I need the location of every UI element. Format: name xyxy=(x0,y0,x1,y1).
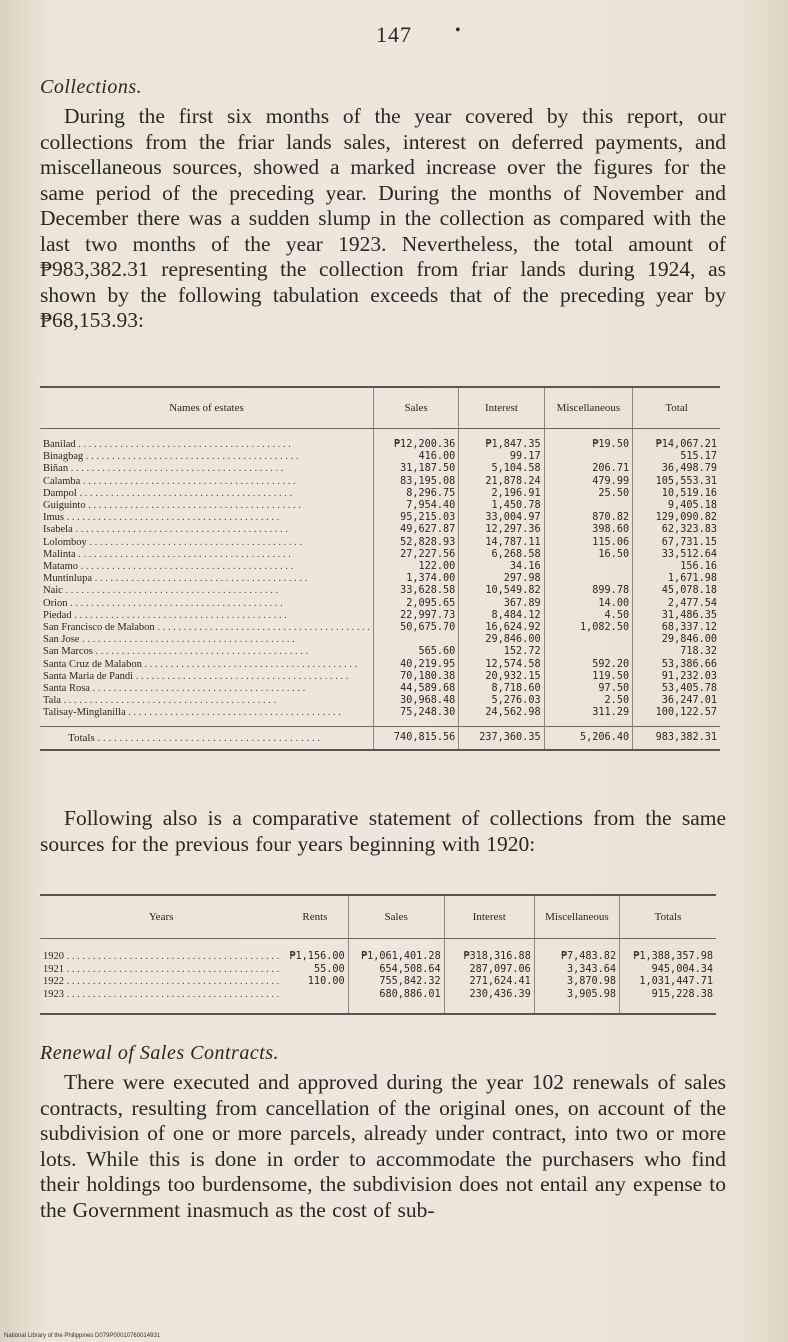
estate-interest: 21,878.24 xyxy=(459,476,544,488)
estate-name: Isabela . . . xyxy=(40,524,373,536)
estate-interest: 1,450.78 xyxy=(459,500,544,512)
estate-misc: 4.50 xyxy=(544,610,633,622)
estate-name: Naic . . . xyxy=(40,585,373,597)
estate-misc: 479.99 xyxy=(544,476,633,488)
year-rents: ₱1,156.00 xyxy=(289,951,345,962)
year-totals: 1,031,447.71 xyxy=(620,976,716,989)
estate-row xyxy=(40,598,720,610)
estate-row xyxy=(40,488,720,500)
estate-name: Imus . . . xyxy=(40,512,373,524)
estate-total: 718.32 xyxy=(633,646,720,658)
estate-sales: 31,187.50 xyxy=(373,463,458,475)
renewal-paragraph: There were executed and approved during the year 102 renewals of sales contracts, resulting from cancellation of the original ones, on account of the subdivision of one or more parcels, already under contract, into two or more lots. While this is done in order to accommodate the purchasers who find their holdings too burdensome, the subdivision does not entail any expense to the Government inasmuch as the cost of sub- xyxy=(40,1070,726,1222)
estate-name: Tala . . . xyxy=(40,695,373,707)
year-label: 1922 . . . xyxy=(40,976,282,989)
estate-total: 36,247.01 xyxy=(633,695,720,707)
estate-total: 45,078.18 xyxy=(633,585,720,597)
estate-interest: 8,484.12 xyxy=(459,610,544,622)
totals-misc: 5,206.40 xyxy=(544,726,633,750)
estate-row xyxy=(40,610,720,622)
year-sales: ₱1,061,401.28 xyxy=(348,939,444,964)
estate-total: 31,486.35 xyxy=(633,610,720,622)
estate-name: San Jose . . . xyxy=(40,634,373,646)
estate-sales: 75,248.30 xyxy=(373,707,458,726)
estate-name: Santa Maria de Pandi . . . xyxy=(40,671,373,683)
year-sales: 654,508.64 xyxy=(348,964,444,977)
estate-misc xyxy=(544,573,633,585)
estate-name: Matamo . . . xyxy=(40,561,373,573)
estate-interest: 33,004.97 xyxy=(459,512,544,524)
estate-total: 10,519.16 xyxy=(633,488,720,500)
year-label: 1921 . . . xyxy=(40,964,282,977)
estate-interest: 152.72 xyxy=(459,646,544,658)
estate-misc: ₱19.50 xyxy=(544,429,633,452)
estate-interest: 34.16 xyxy=(459,561,544,573)
totals-sales: 740,815.56 xyxy=(373,726,458,750)
estate-sales: 40,219.95 xyxy=(373,659,458,671)
estate-sales: 70,180.38 xyxy=(373,671,458,683)
estate-interest: 5,104.58 xyxy=(459,463,544,475)
year-interest: 271,624.41 xyxy=(444,976,534,989)
estate-total: 2,477.54 xyxy=(633,598,720,610)
estate-name: Talisay-Minglanilla . . . xyxy=(40,707,373,726)
year-misc: 3,905.98 xyxy=(534,989,619,1015)
year-totals: ₱1,388,357.98 xyxy=(620,939,716,964)
year-rents: 55.00 xyxy=(313,963,345,975)
estate-name: San Marcos . . . xyxy=(40,646,373,658)
estates-totals-row xyxy=(40,726,720,750)
estate-interest: 5,276.03 xyxy=(459,695,544,707)
page-mark: • xyxy=(455,22,462,39)
year-label: 1920 . . . xyxy=(40,939,282,964)
estate-row xyxy=(40,707,720,726)
estate-name: Dampol . . . xyxy=(40,488,373,500)
estate-interest: 20,932.15 xyxy=(459,671,544,683)
col-header-misc: Miscellaneous xyxy=(544,387,633,429)
estate-name: Binagbag . . . xyxy=(40,451,373,463)
estate-total: 36,498.79 xyxy=(633,463,720,475)
estate-total: 1,671.98 xyxy=(633,573,720,585)
estate-row xyxy=(40,429,720,452)
estate-row xyxy=(40,659,720,671)
estate-name: Orion . . . xyxy=(40,598,373,610)
estate-interest: 24,562.98 xyxy=(459,707,544,726)
estate-row xyxy=(40,585,720,597)
estate-sales: 83,195.08 xyxy=(373,476,458,488)
years-table-body xyxy=(40,939,716,1015)
estate-interest: 10,549.82 xyxy=(459,585,544,597)
estate-misc xyxy=(544,634,633,646)
estate-name: Banilad . . . xyxy=(40,429,373,452)
estate-name: Lolomboy . . . xyxy=(40,537,373,549)
estate-row xyxy=(40,695,720,707)
estate-sales: 416.00 xyxy=(373,451,458,463)
estate-misc xyxy=(544,561,633,573)
year-interest: 230,436.39 xyxy=(444,989,534,1015)
estate-misc: 115.06 xyxy=(544,537,633,549)
estate-sales: 7,954.40 xyxy=(373,500,458,512)
estate-total: 29,846.00 xyxy=(633,634,720,646)
collections-heading: Collections. xyxy=(40,76,143,98)
estate-misc: 16.50 xyxy=(544,549,633,561)
year-misc: 3,870.98 xyxy=(534,976,619,989)
year-rents xyxy=(282,989,348,1015)
estate-misc: 119.50 xyxy=(544,671,633,683)
estate-sales: 1,374.00 xyxy=(373,573,458,585)
estate-row xyxy=(40,573,720,585)
years-table-header xyxy=(40,895,716,939)
estate-interest: 6,268.58 xyxy=(459,549,544,561)
renewal-heading: Renewal of Sales Contracts. xyxy=(40,1042,280,1064)
estate-sales: 49,627.87 xyxy=(373,524,458,536)
estate-sales: 52,828.93 xyxy=(373,537,458,549)
estate-interest: 12,297.36 xyxy=(459,524,544,536)
year-row xyxy=(40,976,716,989)
estate-row xyxy=(40,671,720,683)
estate-name: Santa Rosa . . . xyxy=(40,683,373,695)
estate-name: Piedad . . . xyxy=(40,610,373,622)
estate-sales: 565.60 xyxy=(373,646,458,658)
col-header-interest: Interest xyxy=(444,895,534,939)
estates-table-header xyxy=(40,387,720,429)
estate-row xyxy=(40,500,720,512)
estate-sales: 27,227.56 xyxy=(373,549,458,561)
estate-sales: 30,968.48 xyxy=(373,695,458,707)
estate-name: Calamba . . . xyxy=(40,476,373,488)
totals-label: Totals . . . xyxy=(40,726,373,750)
col-header-rents: Rents xyxy=(282,895,348,939)
col-header-total: Total xyxy=(633,387,720,429)
estate-sales: ₱12,200.36 xyxy=(373,429,458,452)
estate-misc xyxy=(544,646,633,658)
estate-row xyxy=(40,476,720,488)
years-table xyxy=(40,894,716,1015)
estate-total: 53,405.78 xyxy=(633,683,720,695)
estate-name: Santa Cruz de Malabon . . . xyxy=(40,659,373,671)
estate-sales: 95,215.03 xyxy=(373,512,458,524)
estate-interest: 99.17 xyxy=(459,451,544,463)
year-interest: 287,097.06 xyxy=(444,964,534,977)
year-row xyxy=(40,989,716,1015)
estate-misc: 899.78 xyxy=(544,585,633,597)
estate-row xyxy=(40,561,720,573)
estate-total: 91,232.03 xyxy=(633,671,720,683)
estate-misc: 870.82 xyxy=(544,512,633,524)
footer-credit: National Library of the Philippines D079P00010760014931 xyxy=(4,1333,161,1339)
estate-name: Biñan . . . xyxy=(40,463,373,475)
estate-row xyxy=(40,683,720,695)
estate-interest: 29,846.00 xyxy=(459,634,544,646)
year-rents: 110.00 xyxy=(307,976,345,987)
estate-name: Muntinlupa . . . xyxy=(40,573,373,585)
estate-total: ₱14,067.21 xyxy=(633,429,720,452)
estate-total: 67,731.15 xyxy=(633,537,720,549)
estate-total: 53,386.66 xyxy=(633,659,720,671)
estate-misc: 97.50 xyxy=(544,683,633,695)
page-number: 147 • xyxy=(376,22,462,47)
estate-row xyxy=(40,622,720,634)
estate-misc: 25.50 xyxy=(544,488,633,500)
estate-interest: ₱1,847.35 xyxy=(459,429,544,452)
estate-row xyxy=(40,537,720,549)
estate-total: 129,090.82 xyxy=(633,512,720,524)
estate-interest: 2,196.91 xyxy=(459,488,544,500)
year-interest: ₱318,316.88 xyxy=(444,939,534,964)
totals-interest: 237,360.35 xyxy=(459,726,544,750)
estate-sales: 22,997.73 xyxy=(373,610,458,622)
comparative-paragraph: Following also is a comparative statement of collections from the same sources for the previous four years beginning with 1920: xyxy=(40,806,726,856)
estate-sales xyxy=(373,634,458,646)
estate-sales: 2,095.65 xyxy=(373,598,458,610)
col-header-interest: Interest xyxy=(459,387,544,429)
col-header-misc: Miscellaneous xyxy=(534,895,619,939)
estate-misc: 311.29 xyxy=(544,707,633,726)
estate-total: 33,512.64 xyxy=(633,549,720,561)
estate-row xyxy=(40,549,720,561)
year-row xyxy=(40,939,716,964)
estate-misc xyxy=(544,500,633,512)
totals-total: 983,382.31 xyxy=(633,726,720,750)
year-misc: ₱7,483.82 xyxy=(534,939,619,964)
estate-interest: 367.89 xyxy=(459,598,544,610)
estate-name: Malinta . . . xyxy=(40,549,373,561)
estate-misc: 592.20 xyxy=(544,659,633,671)
collections-paragraph: During the first six months of the year covered by this report, our collections from the friar lands sales, interest on deferred payments, and miscellaneous sources, showed a marked increase over the figures for the same period of the preceding year. During the months of November and December there was a sudden slump in the collection as compared with the last two months of the year 1923. Nevertheless, the total amount of ₱983,382.31 representing the collection from friar lands during 1924, as shown by the following tabulation exceeds that of the preceding year by ₱68,153.93: xyxy=(40,104,726,332)
estate-interest: 14,787.11 xyxy=(459,537,544,549)
year-totals: 945,004.34 xyxy=(620,964,716,977)
estate-total: 62,323.83 xyxy=(633,524,720,536)
estate-sales: 122.00 xyxy=(373,561,458,573)
estate-row xyxy=(40,634,720,646)
year-label: 1923 . . . xyxy=(40,989,282,1015)
estate-misc: 14.00 xyxy=(544,598,633,610)
estate-interest: 12,574.58 xyxy=(459,659,544,671)
estate-misc: 206.71 xyxy=(544,463,633,475)
estate-interest: 16,624.92 xyxy=(459,622,544,634)
estate-misc: 1,082.50 xyxy=(544,622,633,634)
estate-row xyxy=(40,451,720,463)
estate-interest: 297.98 xyxy=(459,573,544,585)
estate-total: 68,337.12 xyxy=(633,622,720,634)
year-sales: 680,886.01 xyxy=(348,989,444,1015)
col-header-name: Names of estates xyxy=(40,387,373,429)
estate-interest: 8,718.60 xyxy=(459,683,544,695)
estate-total: 105,553.31 xyxy=(633,476,720,488)
year-totals: 915,228.38 xyxy=(620,989,716,1015)
col-header-sales: Sales xyxy=(348,895,444,939)
estate-total: 156.16 xyxy=(633,561,720,573)
col-header-sales: Sales xyxy=(373,387,458,429)
estate-total: 515.17 xyxy=(633,451,720,463)
estate-misc: 2.50 xyxy=(544,695,633,707)
estate-sales: 44,589.68 xyxy=(373,683,458,695)
estates-table xyxy=(40,386,720,751)
estate-total: 9,405.18 xyxy=(633,500,720,512)
estate-sales: 50,675.70 xyxy=(373,622,458,634)
estate-row xyxy=(40,512,720,524)
col-header-year: Years xyxy=(40,895,282,939)
estate-name: Guiguinto . . . xyxy=(40,500,373,512)
estate-row xyxy=(40,524,720,536)
estates-table-body xyxy=(40,429,720,727)
col-header-totals: Totals xyxy=(620,895,716,939)
estate-misc xyxy=(544,451,633,463)
year-row xyxy=(40,964,716,977)
estate-total: 100,122.57 xyxy=(633,707,720,726)
year-misc: 3,343.64 xyxy=(534,964,619,977)
estate-name: San Francisco de Malabon . . . xyxy=(40,622,373,634)
estate-row xyxy=(40,463,720,475)
estate-sales: 33,628.58 xyxy=(373,585,458,597)
estate-sales: 8,296.75 xyxy=(373,488,458,500)
year-sales: 755,842.32 xyxy=(348,976,444,989)
estate-misc: 398.60 xyxy=(544,524,633,536)
estate-row xyxy=(40,646,720,658)
